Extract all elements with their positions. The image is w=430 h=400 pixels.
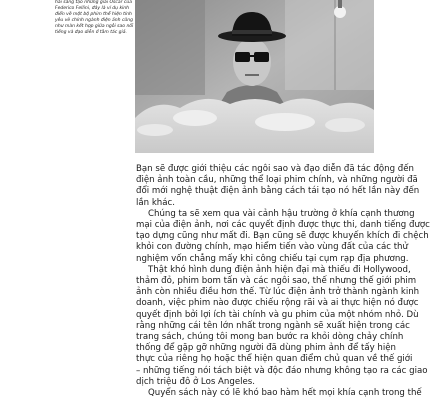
- caption-line: Federico Fellini, đây là ví dụ kinh: [55, 5, 129, 11]
- text-line: điện ảnh toàn cầu, những thể loại phim chính, và những người đã: [136, 175, 418, 186]
- photo-caption: [0, 0, 134, 58]
- paragraph-1: [136, 164, 420, 209]
- text-line: thực của riêng họ hoặc thể hiện quan điểm chủ quan về thế giới: [136, 354, 413, 365]
- text-line: nghiệm vốn chẳng mấy khi công chiếu tại cụm rạp địa phương.: [136, 253, 409, 264]
- text-line: mại của điện ảnh, nơi các quyết định được thực thi, danh tiếng được: [136, 220, 430, 231]
- text-line: Bạn sẽ được giới thiệu các ngôi sao và đạo diễn đã tác động đến: [136, 164, 414, 174]
- caption-line: yêu vẽ chính ngành điện ảnh cũng: [55, 17, 133, 23]
- text-line: thống để gặp gỡ những người đã dùng phim ảnh để tấy hiện: [136, 343, 396, 354]
- text-line: trang sách, chúng tôi mong ban bước ra khỏi dòng chảy chính: [136, 332, 404, 343]
- text-line: khỏi con đường chính, mạo hiểm tiến vào vùng đất của các thử: [136, 242, 408, 253]
- film-still-photo: [135, 0, 374, 153]
- text-line: Thật khó hình dung điện ảnh hiện đại mà thiếu đi Hollywood,: [148, 264, 411, 275]
- text-line: thảm đỏ, phim bom tấn và các ngôi sao, thế nhưng thế giới phim: [136, 276, 417, 287]
- text-line: ảnh còn nhiều điều hơn thế. Từ lúc điện ảnh trở thành ngành kinh: [136, 287, 420, 298]
- text-line: dịch triệu đô ở Los Angeles.: [136, 376, 255, 387]
- paragraph-3: [136, 264, 428, 388]
- paragraph-2: [136, 208, 430, 265]
- caption-line: tiếng và đạo diễn ở tầm tác giả.: [55, 29, 127, 35]
- text-line: doanh, việc phim nào được chiếu rộng rãi và ai thực hiện nó được: [136, 298, 419, 309]
- text-line: Chúng ta sẽ xem qua vài cảnh hậu trường ở khía cạnh thương: [148, 208, 415, 219]
- text-line: quyết định bởi lợi ích tài chính và gu phim của một nhóm nhỏ. Dù: [136, 309, 419, 320]
- text-line: đổi mới nghệ thuật điện ảnh bằng cách tái tạo nó hết lần này đến: [136, 186, 420, 197]
- caption-line: điển về một bộ phim thể hiện tính: [55, 11, 132, 17]
- man-in-hat-and-glasses-in-bath-icon: [135, 0, 374, 153]
- text-line: – những tiếng nói tách biệt và độc đáo nhưng không tạo ra các giao: [136, 365, 428, 376]
- text-line: rằng những cái tên lớn nhất trong ngành sẽ xuất hiện trong các: [136, 320, 410, 331]
- caption-line: hài sáng tạo những giải Oscar của: [55, 0, 132, 5]
- article-body: [136, 164, 430, 399]
- text-line: tạo dựng cũng như mất đi. Bạn cũng sẽ được khuyến khích đi chệch: [136, 231, 429, 242]
- caption-line: như màn kết hợp giữa ngôi sao nổi: [55, 23, 134, 29]
- paragraph-4: [136, 388, 422, 399]
- text-line: lần khác.: [136, 197, 175, 208]
- text-line: Quyển sách này có lẽ khó bao hàm hết mọi khía cạnh trong thế: [148, 388, 422, 399]
